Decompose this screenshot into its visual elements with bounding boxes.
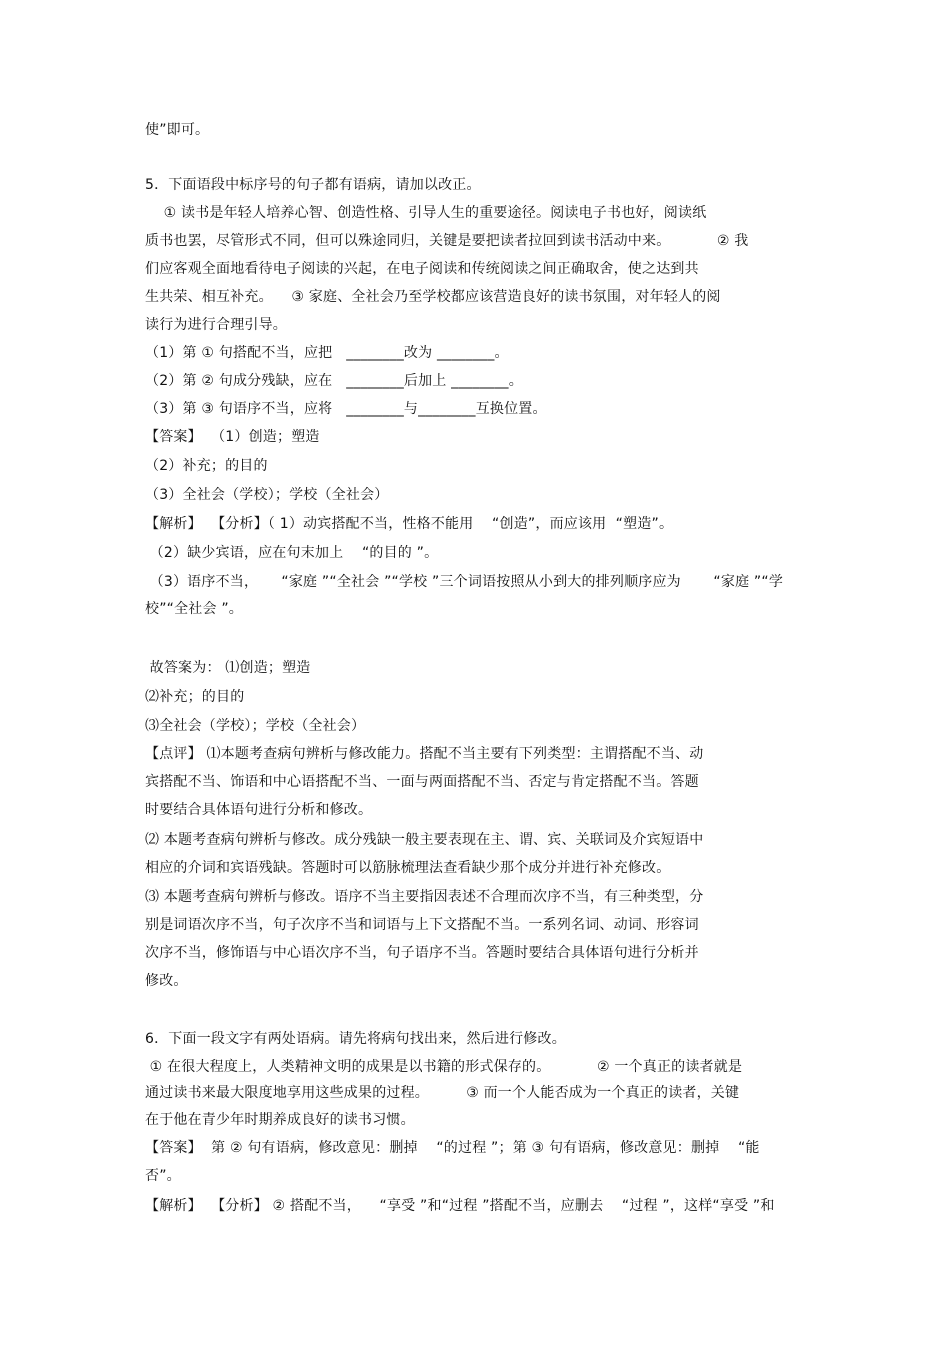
final-answer-line: ⑵补充；的目的 [145,689,245,705]
comment-line: 别是词语次序不当，句子次序不当和词语与上下文搭配不当。一系列名词、动词、形容词 [145,917,699,933]
answer-line: 否”。 [145,1168,181,1184]
analysis-line: （2）缺少宾语，应在句末加上 “的目的 ”。 [145,545,439,561]
question-5-subquestion: （3）第 ③ 句语序不当，应将 ________与________互换位置。 [145,401,547,417]
comment-line: 时要结合具体语句进行分析和修改。 [145,802,373,818]
analysis-line: 校”“全社会 ”。 [145,601,244,617]
question-5-heading: 5．下面语段中标序号的句子都有语病，请加以改正。 [145,177,481,193]
comment-line: ⑵ 本题考查病句辨析与修改。成分残缺一般主要表现在主、谓、宾、关联词及介宾短语中 [145,832,704,848]
analysis-line: 【解析】 【分析】（ 1）动宾搭配不当，性格不能用 “创造”，而应该用 “塑造”。 [145,516,674,532]
answer-line: 【答案】 第 ② 句有语病，修改意见：删掉 “的过程 ”；第 ③ 句有语病，修改意见：删掉 “能 [145,1140,760,1156]
question-6-passage-line: ① 在很大程度上，人类精神文明的成果是以书籍的形式保存的。 ② 一个真正的读者就是 [145,1059,743,1075]
comment-line: 相应的介词和宾语残缺。答题时可以筋脉梳理法查看缺少那个成分并进行补充修改。 [145,860,671,876]
comment-line: 修改。 [145,973,188,989]
analysis-line: （3）语序不当， “家庭 ”“全社会 ”“学校 ”三个词语按照从小到大的排列顺序应为 “家庭 ”“学 [145,574,784,590]
question-5-subquestion: （1）第 ① 句搭配不当，应把 ________改为 ________。 [145,345,509,361]
question-5-passage-line: 生共荣、相互补充。 ③ 家庭、全社会乃至学校都应该营造良好的读书氛围，对年轻人的阅 [145,289,721,305]
question-6-passage-line: 在于他在青少年时期养成良好的读书习惯。 [145,1112,415,1128]
final-answer-line: ⑶全社会（学校）；学校（全社会） [145,718,366,734]
question-5-passage-line: 读行为进行合理引导。 [145,317,287,333]
analysis-line: 【解析】 【分析】 ② 搭配不当， “享受 ”和“过程 ”搭配不当，应删去 “过程 ”，这样“享受 ”和 [145,1198,775,1214]
comment-line: 宾搭配不当、饰语和中心语搭配不当、一面与两面搭配不当、否定与肯定搭配不当。答题 [145,774,699,790]
comment-line: ⑶ 本题考查病句辨析与修改。语序不当主要指因表述不合理而次序不当，有三种类型，分 [145,889,704,905]
question-5-passage-line: 们应客观全面地看待电子阅读的兴起，在电子阅读和传统阅读之间正确取舍，使之达到共 [145,261,699,277]
text-line: 使”即可。 [145,122,210,138]
question-6-heading: 6．下面一段文字有两处语病。请先将病句找出来，然后进行修改。 [145,1031,566,1047]
question-5-passage-line: 质书也罢，尽管形式不同，但可以殊途同归，关键是要把读者拉回到读书活动中来。 ② 我 [145,233,749,249]
comment-line: 【点评】 ⑴本题考查病句辨析与修改能力。搭配不当主要有下列类型：主谓搭配不当、动 [145,746,704,762]
answer-line: （2）补充；的目的 [145,458,268,474]
final-answer-line: 故答案为： ⑴创造；塑造 [145,660,311,676]
answer-line: （3）全社会（学校）；学校（全社会） [145,487,389,503]
comment-line: 次序不当，修饰语与中心语次序不当，句子语序不当。答题时要结合具体语句进行分析并 [145,945,699,961]
question-5-subquestion: （2）第 ② 句成分残缺，应在 ________后加上 ________。 [145,373,523,389]
question-6-passage-line: 通过读书来最大限度地享用这些成果的过程。 ③ 而一个人能否成为一个真正的读者，关键 [145,1085,740,1101]
answer-label-line: 【答案】 （1）创造；塑造 [145,429,320,445]
question-5-passage-line: ① 读书是年轻人培养心智、创造性格、引导人生的重要途径。阅读电子书也好，阅读纸 [145,205,707,221]
